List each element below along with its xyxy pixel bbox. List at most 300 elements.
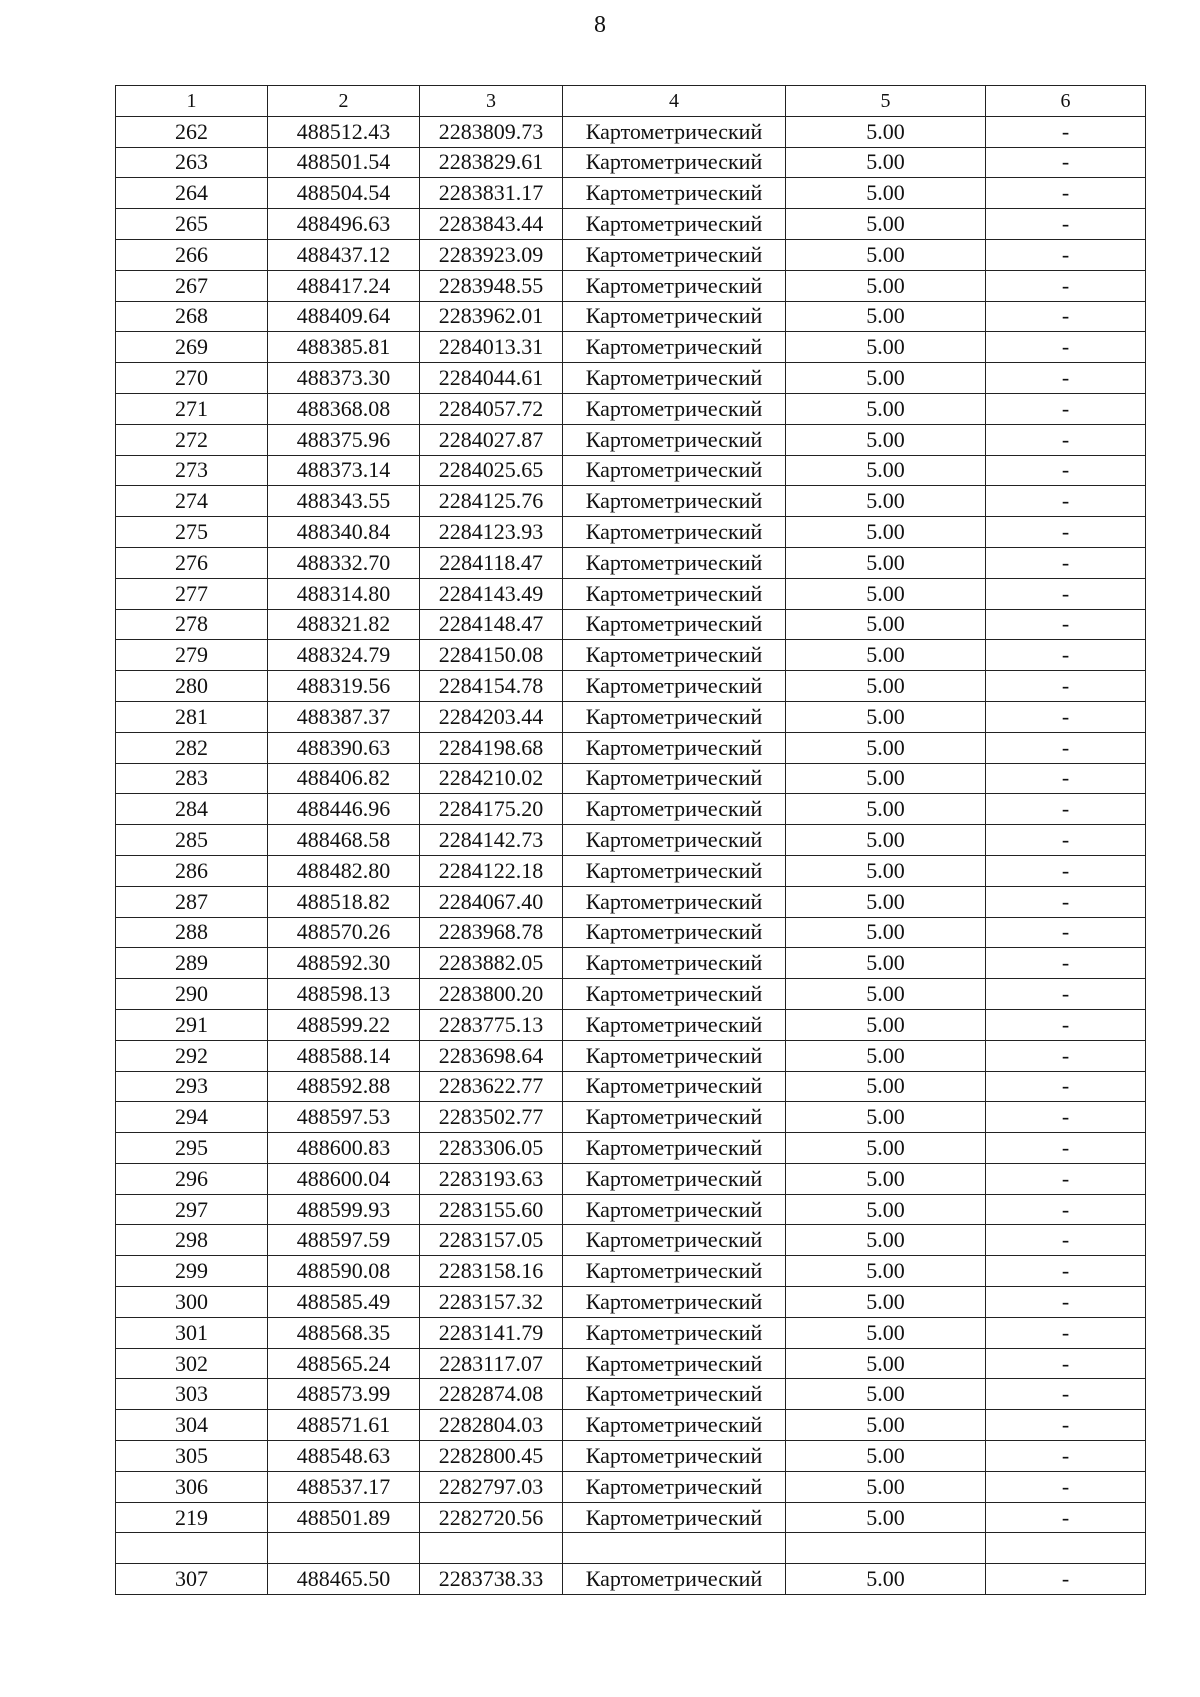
x-coordinate-cell: 488585.49 xyxy=(268,1287,420,1318)
accuracy-cell: 5.00 xyxy=(786,825,986,856)
accuracy-cell xyxy=(786,1533,986,1564)
x-coordinate-cell: 488504.54 xyxy=(268,178,420,209)
point-number-cell: 271 xyxy=(116,393,268,424)
note-cell: - xyxy=(986,547,1146,578)
table-row xyxy=(116,1533,1146,1564)
table-row xyxy=(116,455,1146,486)
method-cell: Картометрический xyxy=(563,886,786,917)
method-cell: Картометрический xyxy=(563,209,786,240)
point-number-cell: 304 xyxy=(116,1410,268,1441)
table-row xyxy=(116,825,1146,856)
table-row xyxy=(116,609,1146,640)
y-coordinate-cell: 2283158.16 xyxy=(420,1256,563,1287)
point-number-cell: 292 xyxy=(116,1040,268,1071)
method-cell: Картометрический xyxy=(563,732,786,763)
note-cell: - xyxy=(986,1225,1146,1256)
table-row xyxy=(116,1102,1146,1133)
x-coordinate-cell: 488518.82 xyxy=(268,886,420,917)
x-coordinate-cell: 488417.24 xyxy=(268,270,420,301)
x-coordinate-cell: 488568.35 xyxy=(268,1317,420,1348)
x-coordinate-cell: 488496.63 xyxy=(268,209,420,240)
note-cell xyxy=(986,1533,1146,1564)
table-row xyxy=(116,1287,1146,1318)
page-number: 8 xyxy=(594,12,606,38)
method-cell: Картометрический xyxy=(563,1502,786,1533)
y-coordinate-cell: 2283157.32 xyxy=(420,1287,563,1318)
method-cell: Картометрический xyxy=(563,1287,786,1318)
y-coordinate-cell: 2284122.18 xyxy=(420,855,563,886)
note-cell: - xyxy=(986,1379,1146,1410)
accuracy-cell: 5.00 xyxy=(786,424,986,455)
table-row xyxy=(116,178,1146,209)
point-number-cell: 285 xyxy=(116,825,268,856)
y-coordinate-cell: 2284118.47 xyxy=(420,547,563,578)
accuracy-cell: 5.00 xyxy=(786,332,986,363)
point-number-cell: 302 xyxy=(116,1348,268,1379)
y-coordinate-cell: 2284013.31 xyxy=(420,332,563,363)
accuracy-cell: 5.00 xyxy=(786,1564,986,1595)
method-cell: Картометрический xyxy=(563,1410,786,1441)
x-coordinate-cell: 488409.64 xyxy=(268,301,420,332)
point-number-cell: 300 xyxy=(116,1287,268,1318)
accuracy-cell: 5.00 xyxy=(786,1009,986,1040)
x-coordinate-cell: 488465.50 xyxy=(268,1564,420,1595)
x-coordinate-cell: 488570.26 xyxy=(268,917,420,948)
accuracy-cell: 5.00 xyxy=(786,455,986,486)
note-cell: - xyxy=(986,1040,1146,1071)
table-row xyxy=(116,1502,1146,1533)
x-coordinate-cell: 488332.70 xyxy=(268,547,420,578)
x-coordinate-cell: 488573.99 xyxy=(268,1379,420,1410)
accuracy-cell: 5.00 xyxy=(786,1256,986,1287)
method-cell: Картометрический xyxy=(563,855,786,886)
table-row xyxy=(116,1348,1146,1379)
accuracy-cell: 5.00 xyxy=(786,547,986,578)
table-row xyxy=(116,763,1146,794)
table-row xyxy=(116,1441,1146,1472)
method-cell: Картометрический xyxy=(563,147,786,178)
point-number-cell: 275 xyxy=(116,517,268,548)
method-cell: Картометрический xyxy=(563,763,786,794)
point-number-cell: 283 xyxy=(116,763,268,794)
y-coordinate-cell: 2284203.44 xyxy=(420,701,563,732)
table-row xyxy=(116,270,1146,301)
table-row xyxy=(116,948,1146,979)
note-cell: - xyxy=(986,1441,1146,1472)
accuracy-cell: 5.00 xyxy=(786,301,986,332)
note-cell: - xyxy=(986,609,1146,640)
x-coordinate-cell: 488590.08 xyxy=(268,1256,420,1287)
table-row xyxy=(116,1256,1146,1287)
point-number-cell: 269 xyxy=(116,332,268,363)
table-row xyxy=(116,1564,1146,1595)
note-cell: - xyxy=(986,886,1146,917)
point-number-cell: 273 xyxy=(116,455,268,486)
y-coordinate-cell: 2283698.64 xyxy=(420,1040,563,1071)
y-coordinate-cell: 2284148.47 xyxy=(420,609,563,640)
note-cell: - xyxy=(986,1009,1146,1040)
y-coordinate-cell: 2284210.02 xyxy=(420,763,563,794)
note-cell: - xyxy=(986,1471,1146,1502)
method-cell xyxy=(563,1533,786,1564)
table-row xyxy=(116,917,1146,948)
y-coordinate-cell: 2284025.65 xyxy=(420,455,563,486)
column-header: 6 xyxy=(986,86,1146,117)
accuracy-cell: 5.00 xyxy=(786,1071,986,1102)
point-number-cell xyxy=(116,1533,268,1564)
x-coordinate-cell: 488375.96 xyxy=(268,424,420,455)
x-coordinate-cell: 488565.24 xyxy=(268,1348,420,1379)
method-cell: Картометрический xyxy=(563,640,786,671)
note-cell: - xyxy=(986,486,1146,517)
table-row xyxy=(116,332,1146,363)
y-coordinate-cell: 2284154.78 xyxy=(420,671,563,702)
note-cell: - xyxy=(986,701,1146,732)
note-cell: - xyxy=(986,1348,1146,1379)
accuracy-cell: 5.00 xyxy=(786,1163,986,1194)
accuracy-cell: 5.00 xyxy=(786,178,986,209)
y-coordinate-cell: 2283962.01 xyxy=(420,301,563,332)
note-cell: - xyxy=(986,671,1146,702)
y-coordinate-cell: 2283829.61 xyxy=(420,147,563,178)
accuracy-cell: 5.00 xyxy=(786,917,986,948)
point-number-cell: 219 xyxy=(116,1502,268,1533)
point-number-cell: 287 xyxy=(116,886,268,917)
method-cell: Картометрический xyxy=(563,609,786,640)
x-coordinate-cell: 488598.13 xyxy=(268,979,420,1010)
point-number-cell: 279 xyxy=(116,640,268,671)
accuracy-cell: 5.00 xyxy=(786,886,986,917)
note-cell: - xyxy=(986,1163,1146,1194)
y-coordinate-cell: 2284057.72 xyxy=(420,393,563,424)
note-cell: - xyxy=(986,917,1146,948)
point-number-cell: 286 xyxy=(116,855,268,886)
note-cell: - xyxy=(986,332,1146,363)
accuracy-cell: 5.00 xyxy=(786,1502,986,1533)
note-cell: - xyxy=(986,1502,1146,1533)
y-coordinate-cell: 2283948.55 xyxy=(420,270,563,301)
table-row xyxy=(116,517,1146,548)
y-coordinate-cell: 2284125.76 xyxy=(420,486,563,517)
y-coordinate-cell: 2283738.33 xyxy=(420,1564,563,1595)
y-coordinate-cell: 2283968.78 xyxy=(420,917,563,948)
table-row xyxy=(116,1410,1146,1441)
x-coordinate-cell: 488537.17 xyxy=(268,1471,420,1502)
point-number-cell: 278 xyxy=(116,609,268,640)
column-header: 1 xyxy=(116,86,268,117)
accuracy-cell: 5.00 xyxy=(786,1379,986,1410)
method-cell: Картометрический xyxy=(563,1256,786,1287)
table-row xyxy=(116,239,1146,270)
coordinates-table xyxy=(115,85,1146,1595)
x-coordinate-cell: 488385.81 xyxy=(268,332,420,363)
x-coordinate-cell: 488373.14 xyxy=(268,455,420,486)
accuracy-cell: 5.00 xyxy=(786,1348,986,1379)
accuracy-cell: 5.00 xyxy=(786,578,986,609)
table-row xyxy=(116,1009,1146,1040)
point-number-cell: 281 xyxy=(116,701,268,732)
y-coordinate-cell: 2283157.05 xyxy=(420,1225,563,1256)
point-number-cell: 263 xyxy=(116,147,268,178)
x-coordinate-cell xyxy=(268,1533,420,1564)
y-coordinate-cell: 2284175.20 xyxy=(420,794,563,825)
column-header: 4 xyxy=(563,86,786,117)
note-cell: - xyxy=(986,732,1146,763)
x-coordinate-cell: 488319.56 xyxy=(268,671,420,702)
x-coordinate-cell: 488468.58 xyxy=(268,825,420,856)
y-coordinate-cell: 2283502.77 xyxy=(420,1102,563,1133)
accuracy-cell: 5.00 xyxy=(786,640,986,671)
table-row xyxy=(116,1040,1146,1071)
x-coordinate-cell: 488600.83 xyxy=(268,1133,420,1164)
y-coordinate-cell xyxy=(420,1533,563,1564)
method-cell: Картометрический xyxy=(563,1133,786,1164)
x-coordinate-cell: 488324.79 xyxy=(268,640,420,671)
y-coordinate-cell: 2284067.40 xyxy=(420,886,563,917)
x-coordinate-cell: 488314.80 xyxy=(268,578,420,609)
accuracy-cell: 5.00 xyxy=(786,270,986,301)
method-cell: Картометрический xyxy=(563,332,786,363)
accuracy-cell: 5.00 xyxy=(786,147,986,178)
method-cell: Картометрический xyxy=(563,547,786,578)
point-number-cell: 288 xyxy=(116,917,268,948)
method-cell: Картометрический xyxy=(563,239,786,270)
y-coordinate-cell: 2283622.77 xyxy=(420,1071,563,1102)
accuracy-cell: 5.00 xyxy=(786,794,986,825)
method-cell: Картометрический xyxy=(563,1194,786,1225)
y-coordinate-cell: 2282720.56 xyxy=(420,1502,563,1533)
accuracy-cell: 5.00 xyxy=(786,1133,986,1164)
point-number-cell: 267 xyxy=(116,270,268,301)
note-cell: - xyxy=(986,1287,1146,1318)
y-coordinate-cell: 2284143.49 xyxy=(420,578,563,609)
note-cell: - xyxy=(986,517,1146,548)
method-cell: Картометрический xyxy=(563,948,786,979)
table-row xyxy=(116,886,1146,917)
method-cell: Картометрический xyxy=(563,671,786,702)
note-cell: - xyxy=(986,116,1146,147)
x-coordinate-cell: 488343.55 xyxy=(268,486,420,517)
accuracy-cell: 5.00 xyxy=(786,1471,986,1502)
note-cell: - xyxy=(986,1194,1146,1225)
accuracy-cell: 5.00 xyxy=(786,116,986,147)
x-coordinate-cell: 488592.30 xyxy=(268,948,420,979)
table-row xyxy=(116,732,1146,763)
accuracy-cell: 5.00 xyxy=(786,1194,986,1225)
table-row xyxy=(116,640,1146,671)
x-coordinate-cell: 488501.89 xyxy=(268,1502,420,1533)
table-row xyxy=(116,1317,1146,1348)
y-coordinate-cell: 2283155.60 xyxy=(420,1194,563,1225)
table-row xyxy=(116,1471,1146,1502)
method-cell: Картометрический xyxy=(563,1471,786,1502)
x-coordinate-cell: 488501.54 xyxy=(268,147,420,178)
accuracy-cell: 5.00 xyxy=(786,1225,986,1256)
method-cell: Картометрический xyxy=(563,363,786,394)
method-cell: Картометрический xyxy=(563,979,786,1010)
note-cell: - xyxy=(986,239,1146,270)
accuracy-cell: 5.00 xyxy=(786,609,986,640)
note-cell: - xyxy=(986,455,1146,486)
method-cell: Картометрический xyxy=(563,825,786,856)
accuracy-cell: 5.00 xyxy=(786,486,986,517)
point-number-cell: 303 xyxy=(116,1379,268,1410)
method-cell: Картометрический xyxy=(563,1071,786,1102)
point-number-cell: 284 xyxy=(116,794,268,825)
y-coordinate-cell: 2282804.03 xyxy=(420,1410,563,1441)
method-cell: Картометрический xyxy=(563,1348,786,1379)
note-cell: - xyxy=(986,1410,1146,1441)
y-coordinate-cell: 2283882.05 xyxy=(420,948,563,979)
method-cell: Картометрический xyxy=(563,424,786,455)
table-row xyxy=(116,855,1146,886)
column-header: 3 xyxy=(420,86,563,117)
note-cell: - xyxy=(986,825,1146,856)
accuracy-cell: 5.00 xyxy=(786,1441,986,1472)
point-number-cell: 306 xyxy=(116,1471,268,1502)
x-coordinate-cell: 488600.04 xyxy=(268,1163,420,1194)
table-row xyxy=(116,1133,1146,1164)
x-coordinate-cell: 488588.14 xyxy=(268,1040,420,1071)
note-cell: - xyxy=(986,1564,1146,1595)
point-number-cell: 266 xyxy=(116,239,268,270)
accuracy-cell: 5.00 xyxy=(786,855,986,886)
point-number-cell: 290 xyxy=(116,979,268,1010)
x-coordinate-cell: 488446.96 xyxy=(268,794,420,825)
note-cell: - xyxy=(986,209,1146,240)
method-cell: Картометрический xyxy=(563,917,786,948)
y-coordinate-cell: 2283775.13 xyxy=(420,1009,563,1040)
x-coordinate-cell: 488482.80 xyxy=(268,855,420,886)
x-coordinate-cell: 488437.12 xyxy=(268,239,420,270)
table-body xyxy=(116,116,1146,1594)
x-coordinate-cell: 488592.88 xyxy=(268,1071,420,1102)
note-cell: - xyxy=(986,1256,1146,1287)
point-number-cell: 293 xyxy=(116,1071,268,1102)
point-number-cell: 274 xyxy=(116,486,268,517)
point-number-cell: 268 xyxy=(116,301,268,332)
accuracy-cell: 5.00 xyxy=(786,701,986,732)
point-number-cell: 299 xyxy=(116,1256,268,1287)
table-row xyxy=(116,424,1146,455)
note-cell: - xyxy=(986,363,1146,394)
note-cell: - xyxy=(986,578,1146,609)
accuracy-cell: 5.00 xyxy=(786,979,986,1010)
note-cell: - xyxy=(986,301,1146,332)
method-cell: Картометрический xyxy=(563,270,786,301)
note-cell: - xyxy=(986,640,1146,671)
point-number-cell: 297 xyxy=(116,1194,268,1225)
note-cell: - xyxy=(986,424,1146,455)
note-cell: - xyxy=(986,855,1146,886)
point-number-cell: 291 xyxy=(116,1009,268,1040)
table-row xyxy=(116,1071,1146,1102)
table-row xyxy=(116,1163,1146,1194)
x-coordinate-cell: 488599.93 xyxy=(268,1194,420,1225)
point-number-cell: 264 xyxy=(116,178,268,209)
y-coordinate-cell: 2283831.17 xyxy=(420,178,563,209)
method-cell: Картометрический xyxy=(563,1009,786,1040)
note-cell: - xyxy=(986,1133,1146,1164)
table-row xyxy=(116,209,1146,240)
y-coordinate-cell: 2283843.44 xyxy=(420,209,563,240)
accuracy-cell: 5.00 xyxy=(786,732,986,763)
method-cell: Картометрический xyxy=(563,701,786,732)
point-number-cell: 298 xyxy=(116,1225,268,1256)
x-coordinate-cell: 488548.63 xyxy=(268,1441,420,1472)
method-cell: Картометрический xyxy=(563,116,786,147)
column-header: 2 xyxy=(268,86,420,117)
method-cell: Картометрический xyxy=(563,578,786,609)
method-cell: Картометрический xyxy=(563,1225,786,1256)
y-coordinate-cell: 2283117.07 xyxy=(420,1348,563,1379)
point-number-cell: 277 xyxy=(116,578,268,609)
accuracy-cell: 5.00 xyxy=(786,209,986,240)
x-coordinate-cell: 488390.63 xyxy=(268,732,420,763)
accuracy-cell: 5.00 xyxy=(786,1410,986,1441)
table-header-row xyxy=(116,86,1146,117)
table-row xyxy=(116,1379,1146,1410)
point-number-cell: 280 xyxy=(116,671,268,702)
table-row xyxy=(116,116,1146,147)
accuracy-cell: 5.00 xyxy=(786,239,986,270)
y-coordinate-cell: 2282874.08 xyxy=(420,1379,563,1410)
table-row xyxy=(116,486,1146,517)
accuracy-cell: 5.00 xyxy=(786,763,986,794)
note-cell: - xyxy=(986,948,1146,979)
y-coordinate-cell: 2284123.93 xyxy=(420,517,563,548)
point-number-cell: 294 xyxy=(116,1102,268,1133)
x-coordinate-cell: 488571.61 xyxy=(268,1410,420,1441)
table-row xyxy=(116,1194,1146,1225)
table-row xyxy=(116,363,1146,394)
x-coordinate-cell: 488406.82 xyxy=(268,763,420,794)
point-number-cell: 295 xyxy=(116,1133,268,1164)
accuracy-cell: 5.00 xyxy=(786,671,986,702)
method-cell: Картометрический xyxy=(563,1379,786,1410)
y-coordinate-cell: 2284150.08 xyxy=(420,640,563,671)
table-row xyxy=(116,671,1146,702)
accuracy-cell: 5.00 xyxy=(786,393,986,424)
y-coordinate-cell: 2282797.03 xyxy=(420,1471,563,1502)
x-coordinate-cell: 488373.30 xyxy=(268,363,420,394)
column-header: 5 xyxy=(786,86,986,117)
point-number-cell: 270 xyxy=(116,363,268,394)
y-coordinate-cell: 2283923.09 xyxy=(420,239,563,270)
table-row xyxy=(116,979,1146,1010)
table-row xyxy=(116,578,1146,609)
y-coordinate-cell: 2283193.63 xyxy=(420,1163,563,1194)
y-coordinate-cell: 2283306.05 xyxy=(420,1133,563,1164)
method-cell: Картометрический xyxy=(563,486,786,517)
y-coordinate-cell: 2284027.87 xyxy=(420,424,563,455)
y-coordinate-cell: 2284142.73 xyxy=(420,825,563,856)
point-number-cell: 289 xyxy=(116,948,268,979)
point-number-cell: 296 xyxy=(116,1163,268,1194)
point-number-cell: 282 xyxy=(116,732,268,763)
x-coordinate-cell: 488368.08 xyxy=(268,393,420,424)
point-number-cell: 262 xyxy=(116,116,268,147)
x-coordinate-cell: 488599.22 xyxy=(268,1009,420,1040)
note-cell: - xyxy=(986,979,1146,1010)
accuracy-cell: 5.00 xyxy=(786,1317,986,1348)
x-coordinate-cell: 488597.53 xyxy=(268,1102,420,1133)
note-cell: - xyxy=(986,270,1146,301)
table-row xyxy=(116,301,1146,332)
table-row xyxy=(116,794,1146,825)
method-cell: Картометрический xyxy=(563,455,786,486)
x-coordinate-cell: 488340.84 xyxy=(268,517,420,548)
